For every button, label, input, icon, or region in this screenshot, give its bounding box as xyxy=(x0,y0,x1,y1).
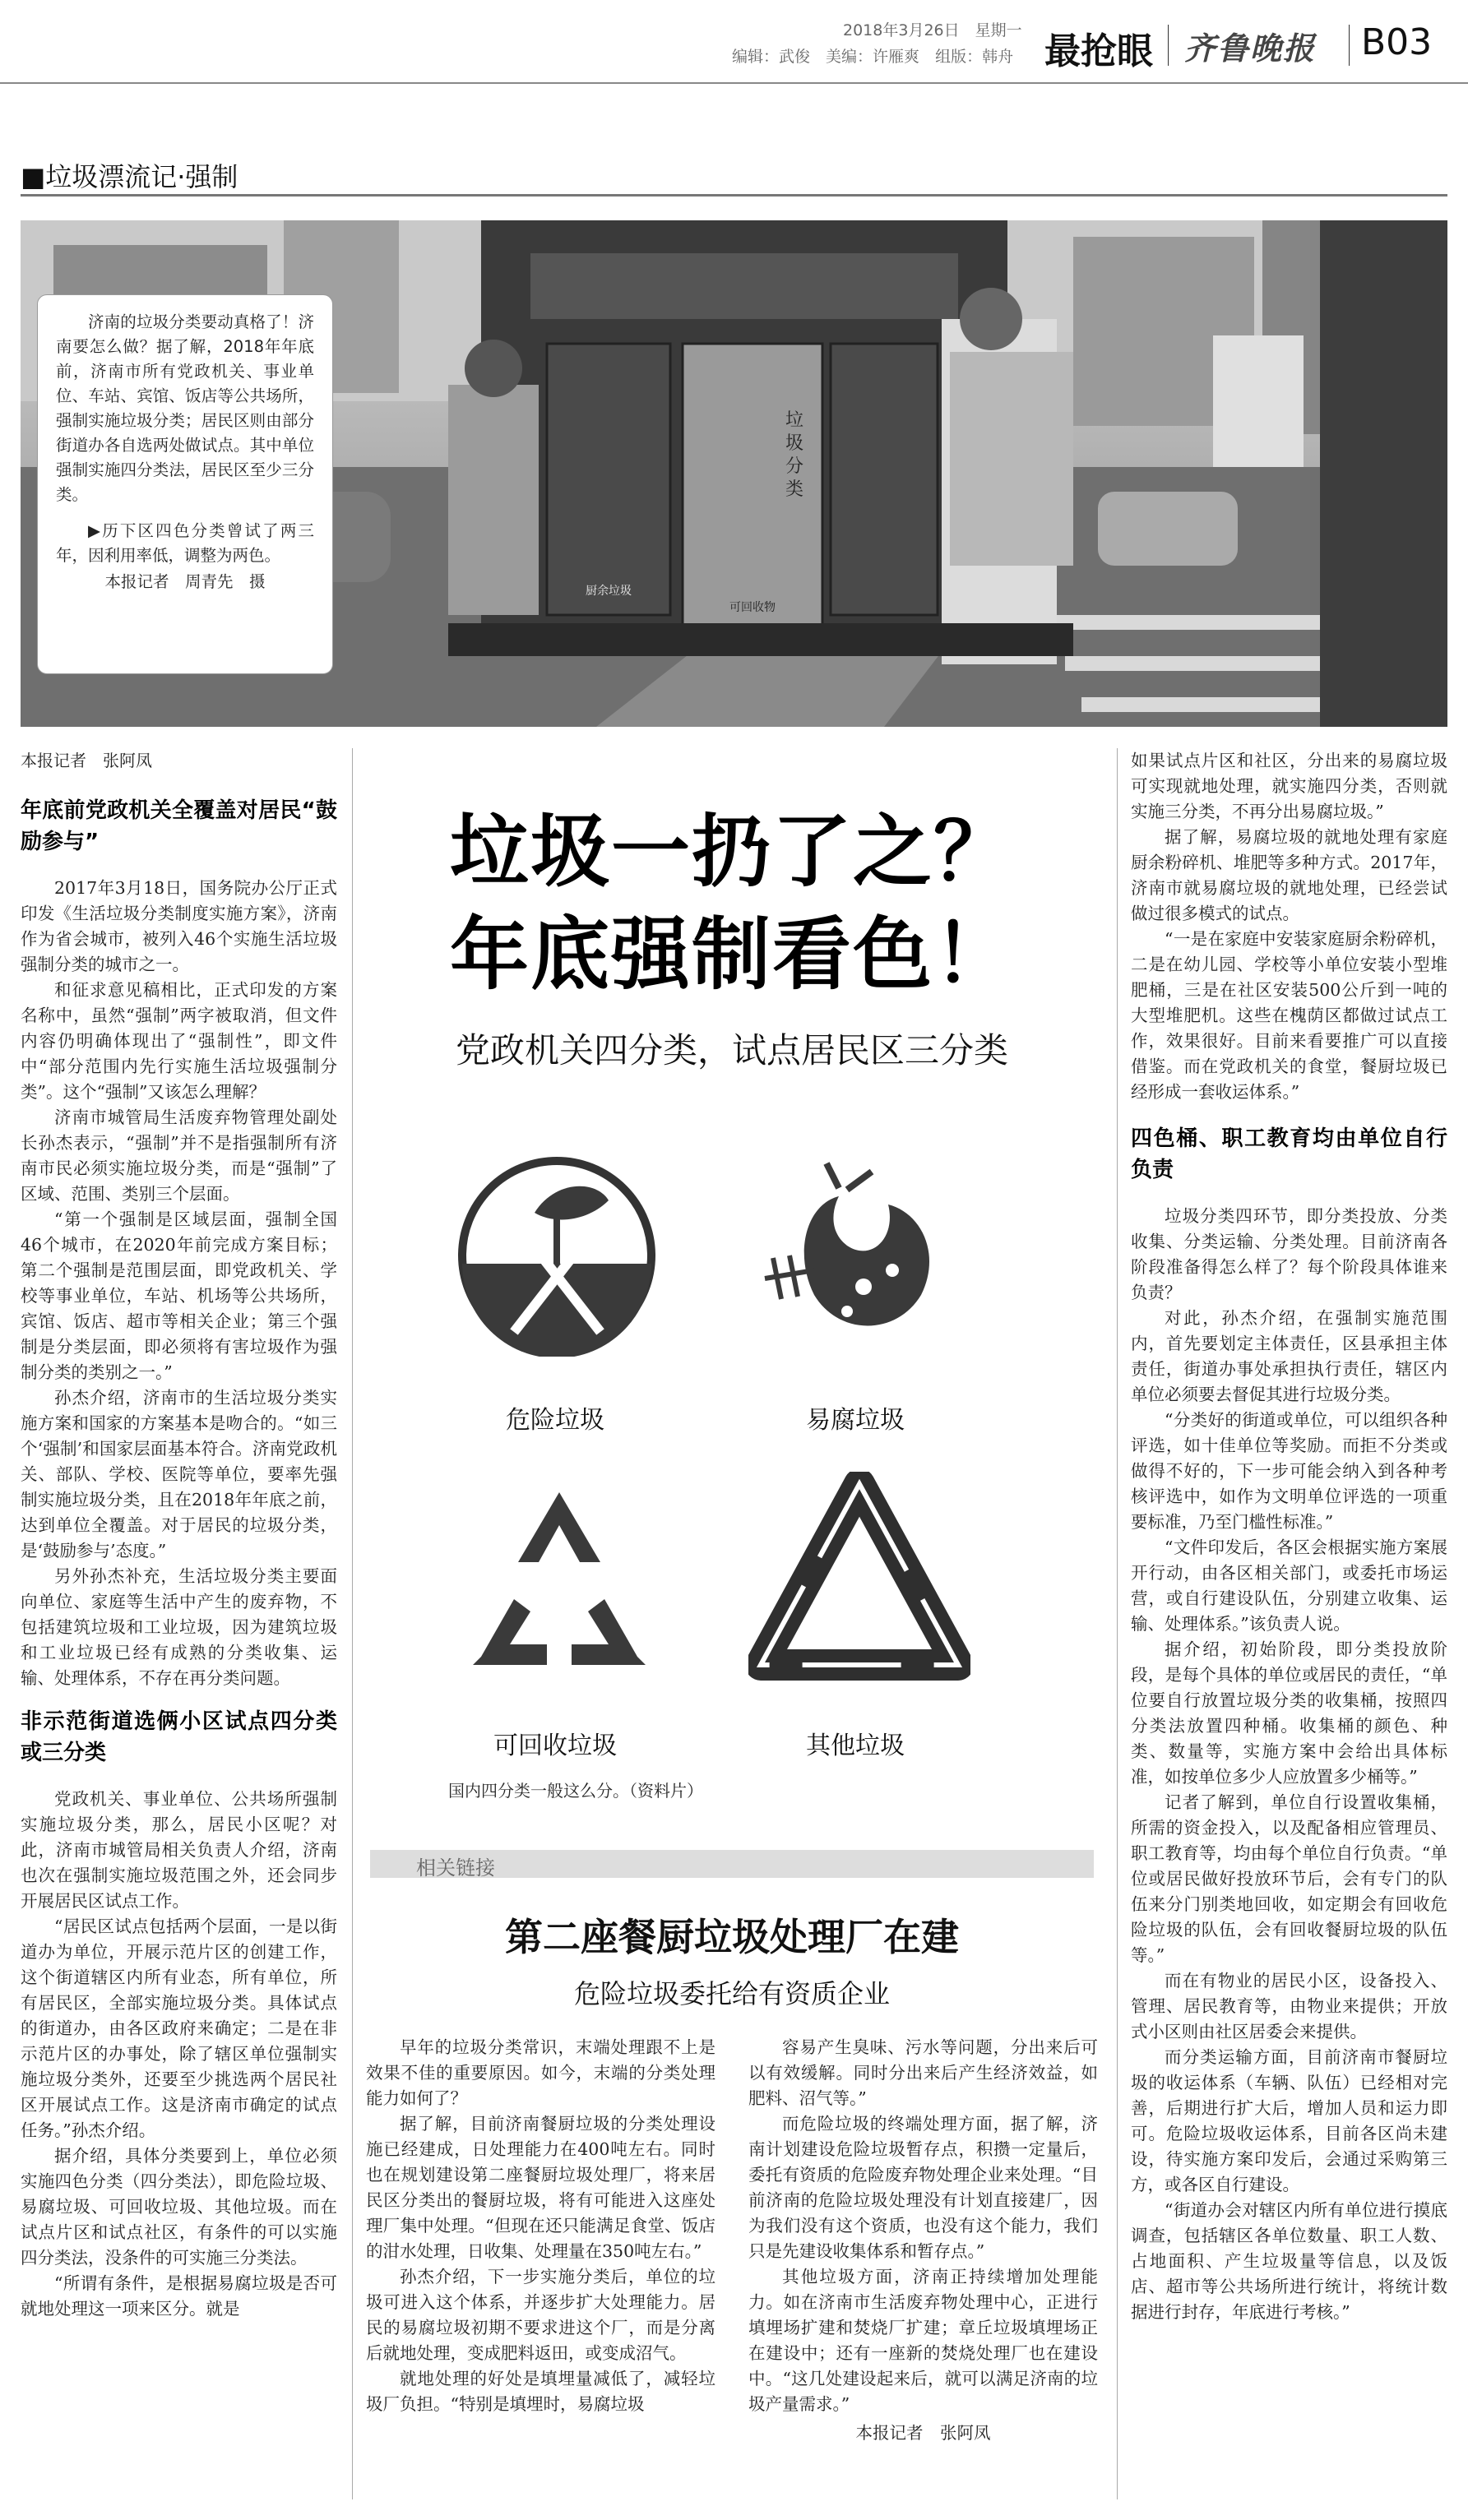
icons-caption: 国内四分类一般这么分。（资料片） xyxy=(448,1781,703,1801)
column-4 xyxy=(1131,748,1447,2325)
other-waste-icon xyxy=(748,1472,970,1690)
paragraph: “街道办会对辖区内所有单位进行摸底调查，包括辖区各单位数量、职工人数、占地面积、产生垃圾量等信息，以及饭店、超市等公共场所进行统计，将统计数据进行封存，年底进行考核。” xyxy=(1131,2200,1447,2322)
page-number: B03 xyxy=(1361,21,1433,63)
header-editors xyxy=(732,44,1013,67)
caption-note: ▶历下区四色分类曾试了两三年，因利用率低，调整为两色。 xyxy=(56,521,314,565)
paragraph: 如果试点片区和社区，分出来的易腐垃圾可实现就地处理，就实施四分类，否则就实施三分类，不再分出易腐垃圾。” xyxy=(1131,751,1447,821)
paragraph: 2017年3月18日，国务院办公厅正式印发《生活垃圾分类制度实施方案》，济南作为省会城市，被列入46个实施生活垃圾强制分类的城市之一。 xyxy=(21,878,337,974)
bin-side-label: 垃圾分类 xyxy=(785,410,804,500)
related-tag: 相关链接 xyxy=(416,1856,495,1880)
paragraph: 而危险垃圾的终端处理方面，据了解，济南计划建设危险垃圾暂存点，积攒一定量后，委托有资质的危险废弃物处理企业来处理。“目前济南的危险垃圾处理没有计划直接建厂，因为我们没有这个资质，也没有这个能力，我们只是先建设收集体系和暂存点。” xyxy=(748,2114,1098,2261)
bin-label-2: 可回收物 xyxy=(729,601,776,614)
paragraph: “文件印发后，各区会根据实施方案展开行动，由各区相关部门，或委托市场运营，或自行建设队伍，分别建立收集、运输、处理体系。”该负责人说。 xyxy=(1131,1537,1447,1634)
paragraph: 对此，孙杰介绍，在强制实施范围内，首先要划定主体责任，区县承担主体责任，街道办事处承担执行责任，辖区内单位必须要去督促其进行垃圾分类。 xyxy=(1131,1308,1447,1404)
paragraph: 垃圾分类四环节，即分类投放、分类收集、分类运输、分类处理。目前济南各阶段准备得怎么样了？每个阶段具体谁来负责？ xyxy=(1131,1206,1447,1302)
related-tag-box xyxy=(370,1850,1094,1878)
column-divider-right xyxy=(1117,748,1118,2499)
section-rule xyxy=(21,194,1447,197)
recyclable-label: 可回收垃圾 xyxy=(493,1732,617,1760)
layout-credit: 组版：韩舟 xyxy=(935,48,1014,66)
column-1 xyxy=(21,748,337,2322)
section-tag: ■垃圾漂流记·强制 xyxy=(21,161,238,192)
related-byline: 本报记者 张阿凤 xyxy=(855,2423,991,2443)
paragraph: 早年的垃圾分类常识，末端处理跟不上是效果不佳的重要原因。如今，末端的分类处理能力如何了？ xyxy=(366,2037,715,2108)
recycle-icon xyxy=(448,1476,670,1681)
paragraph: 据介绍，具体分类要到上，单位必须实施四色分类（四分类法），即危险垃圾、易腐垃圾、可回收垃圾、其他垃圾。而在试点片区和试点社区，有条件的可以实施四分类法，没条件的可实施三分类法。 xyxy=(21,2146,337,2268)
paragraph: 据介绍，初始阶段，即分类投放阶段，是每个具体的单位或居民的责任，“单位要自行放置垃圾分类的收集桶，按照四分类法放置四种桶。收集桶的颜色、种类、数量等，实施方案中会给出具体标准，如按单位多少人应放置多少桶等。” xyxy=(1131,1639,1447,1787)
paper-logo: 齐鲁晚报 xyxy=(1184,30,1317,67)
related-right-column xyxy=(748,2035,1098,2446)
related-left-column xyxy=(366,2035,715,2417)
paragraph: “一是在家庭中安装家庭厨余粉碎机，二是在幼儿园、学校等小单位安装小型堆肥桶，三是在社区安装500公斤到一吨的大型堆肥机。这些在槐荫区都做过试点工作，效果很好。目前来看要推广可以直接借鉴。而在党政机关的食堂，餐厨垃圾已经形成一套收运体系。” xyxy=(1131,929,1447,1102)
header-divider-2 xyxy=(1349,25,1350,66)
kitchen-label: 易腐垃圾 xyxy=(806,1406,905,1435)
hazardous-waste-icon xyxy=(456,1155,658,1357)
paragraph: “所谓有条件，是根据易腐垃圾是否可就地处理这一项来区分。就是 xyxy=(21,2273,337,2319)
hazardous-label: 危险垃圾 xyxy=(506,1406,604,1435)
related-title: 第二座餐厨垃圾处理厂在建 xyxy=(505,1915,959,1959)
art-credit: 美编：许雁爽 xyxy=(826,48,920,66)
subhead-1: 年底前党政机关全覆盖对居民“鼓励参与” xyxy=(21,798,337,854)
related-subtitle: 危险垃圾委托给有资质企业 xyxy=(573,1978,890,2009)
paragraph: 记者了解到，单位自行设置收集桶，所需的资金投入，以及配备相应管理员、职工教育等，均由每个单位自行负责。“单位或居民做好投放环节后，会有专门的队伍来分门别类地回收，如定期会有回收危险垃圾的队伍，会有回收餐厨垃圾的队伍等。” xyxy=(1131,1792,1447,1965)
paragraph: “分类好的街道或单位，可以组织各种评选，如十佳单位等奖励。而拒不分类或做得不好的，下一步可能会纳入到各种考核评选中，如作为文明单位评选的一项重要标准，乃至门槛性标准。” xyxy=(1131,1410,1447,1532)
paragraph: 据了解，目前济南餐厨垃圾的分类处理设施已经建成，日处理能力在400吨左右。同时也在规划建设第二座餐厨垃圾处理厂，将来居民区分类出的餐厨垃圾，将有可能进入这座处理厂集中处理。“但现在还只能满足食堂、饭店的泔水处理，日收集、处理量在350吨左右。” xyxy=(366,2114,715,2261)
caption-main: 济南的垃圾分类要动真格了！济南要怎么做？据了解，2018年年底前，济南市所有党政机关、事业单位、车站、宾馆、饭店等公共场所，强制实施垃圾分类；居民区则由部分街道办各自选两处做试点。其中单位强制实施四分类法，居民区至少三分类。 xyxy=(56,312,314,504)
paragraph: 容易产生臭味、污水等问题，分出来后可以有效缓解。同时分出来后产生经济效益，如肥料、沼气等。” xyxy=(748,2037,1098,2108)
paragraph: “居民区试点包括两个层面，一是以街道办为单位，开展示范片区的创建工作，这个街道辖区内所有业态，所有单位，所有居民区，全部实施垃圾分类。具体试点的街道办，由各区政府来确定；二是在非示范片区的办事处，除了辖区单位强制实施垃圾分类外，还要至少挑选两个居民社区开展试点工作。这是济南市确定的试点任务。”孙杰介绍。 xyxy=(21,1917,337,2140)
paragraph: “第一个强制是区域层面，强制全国46个城市，在2020年前完成方案目标；第二个强制是范围层面，即党政机关、学校等事业单位，车站、机场等公共场所，宾馆、饭店、超市等相关企业；第三个强制是分类层面，即必须将有害垃圾作为强制分类的类别之一。” xyxy=(21,1209,337,1382)
column-name: 最抢眼 xyxy=(1044,30,1153,72)
paragraph: 而分类运输方面，目前济南市餐厨垃圾的收运体系（车辆、队伍）已经相对完善，后期进行扩大后，增加人员和运力即可。危险垃圾收运体系，目前各区尚未建设，待实施方案印发后，会通过采购第三方，或各区自行建设。 xyxy=(1131,2047,1447,2194)
column-divider-left xyxy=(352,748,353,2499)
headline-line-2: 年底强制看色！ xyxy=(450,909,1014,1001)
subhead-2: 非示范街道选俩小区试点四分类或三分类 xyxy=(21,1709,337,1765)
headline-subtitle: 党政机关四分类，试点居民区三分类 xyxy=(455,1030,1008,1070)
paragraph: 其他垃圾方面，济南正持续增加处理能力。如在济南市生活废弃物处理中心，正进行填埋场扩建和焚烧厂扩建；章丘垃圾填埋场正在建设中；还有一座新的焚烧处理厂也在建设中。“这几处建设起来后，就可以满足济南的垃圾产量需求。” xyxy=(748,2267,1098,2414)
date-text: 2018年3月26日 xyxy=(843,21,960,39)
paragraph: 孙杰介绍，济南市的生活垃圾分类实施方案和国家的方案基本是吻合的。“如三个‘强制’和国家层面基本符合。济南党政机关、部队、学校、医院等单位，要率先强制实施垃圾分类，且在2018年年底之前，达到单位全覆盖。对于居民的垃圾分类，是‘鼓励参与’态度。” xyxy=(21,1388,337,1561)
header-rule xyxy=(0,82,1468,84)
weekday-text: 星期一 xyxy=(975,21,1022,39)
byline: 本报记者 张阿凤 xyxy=(21,751,152,770)
other-label: 其他垃圾 xyxy=(806,1732,905,1760)
header-divider xyxy=(1168,25,1169,66)
paragraph: 就地处理的好处是填埋量减低了，减轻垃圾厂负担。“特别是填埋时，易腐垃圾 xyxy=(366,2369,715,2414)
paragraph: 而在有物业的居民小区，设备投入、管理、居民教育等，由物业来提供；开放式小区则由社区居委会来提供。 xyxy=(1131,1971,1447,2041)
paragraph: 济南市城管局生活废弃物管理处副处长孙杰表示，“强制”并不是指强制所有济南市民必须实施垃圾分类，而是“强制”了区域、范围、类别三个层面。 xyxy=(21,1107,337,1204)
photo-caption-box xyxy=(37,294,333,674)
kitchen-waste-icon xyxy=(748,1155,962,1369)
bin-label-1: 厨余垃圾 xyxy=(586,585,632,598)
paragraph: 和征求意见稿相比，正式印发的方案名称中，虽然“强制”两字被取消，但文件内容仍明确体现出了“强制性”，即文件中“部分范围内先行实施生活垃圾强制分类”。这个“强制”又该怎么理解？ xyxy=(21,980,337,1102)
paragraph: 党政机关、事业单位、公共场所强制实施垃圾分类，那么，居民小区呢？对此，济南市城管局相关负责人介绍，济南也次在强制实施垃圾范围之外，还会同步开展居民区试点工作。 xyxy=(21,1789,337,1911)
paragraph: 另外孙杰补充，生活垃圾分类主要面向单位、家庭等生活中产生的废弃物，不包括建筑垃圾和工业垃圾，因为建筑垃圾和工业垃圾已经有成熟的分类收集、运输、处理体系，不存在再分类问题。 xyxy=(21,1566,337,1688)
headline-line-1: 垃圾一扔了之？ xyxy=(450,806,1014,898)
editor-credit: 编辑：武俊 xyxy=(732,48,811,66)
header-date xyxy=(843,18,1022,40)
paragraph: 据了解，易腐垃圾的就地处理有家庭厨余粉碎机、堆肥等多种方式。2017年，济南市就易腐垃圾的就地处理，已经尝试做过很多模式的试点。 xyxy=(1131,827,1447,923)
paragraph: 孙杰介绍，下一步实施分类后，单位的垃圾可进入这个体系，并逐步扩大处理能力。居民的易腐垃圾初期不要求进这个厂，而是分离后就地处理，变成肥料返田，或变成沼气。 xyxy=(366,2267,715,2363)
subhead-3: 四色桶、职工教育均由单位自行负责 xyxy=(1131,1126,1447,1182)
caption-credit: 本报记者 周青先 摄 xyxy=(104,572,266,591)
